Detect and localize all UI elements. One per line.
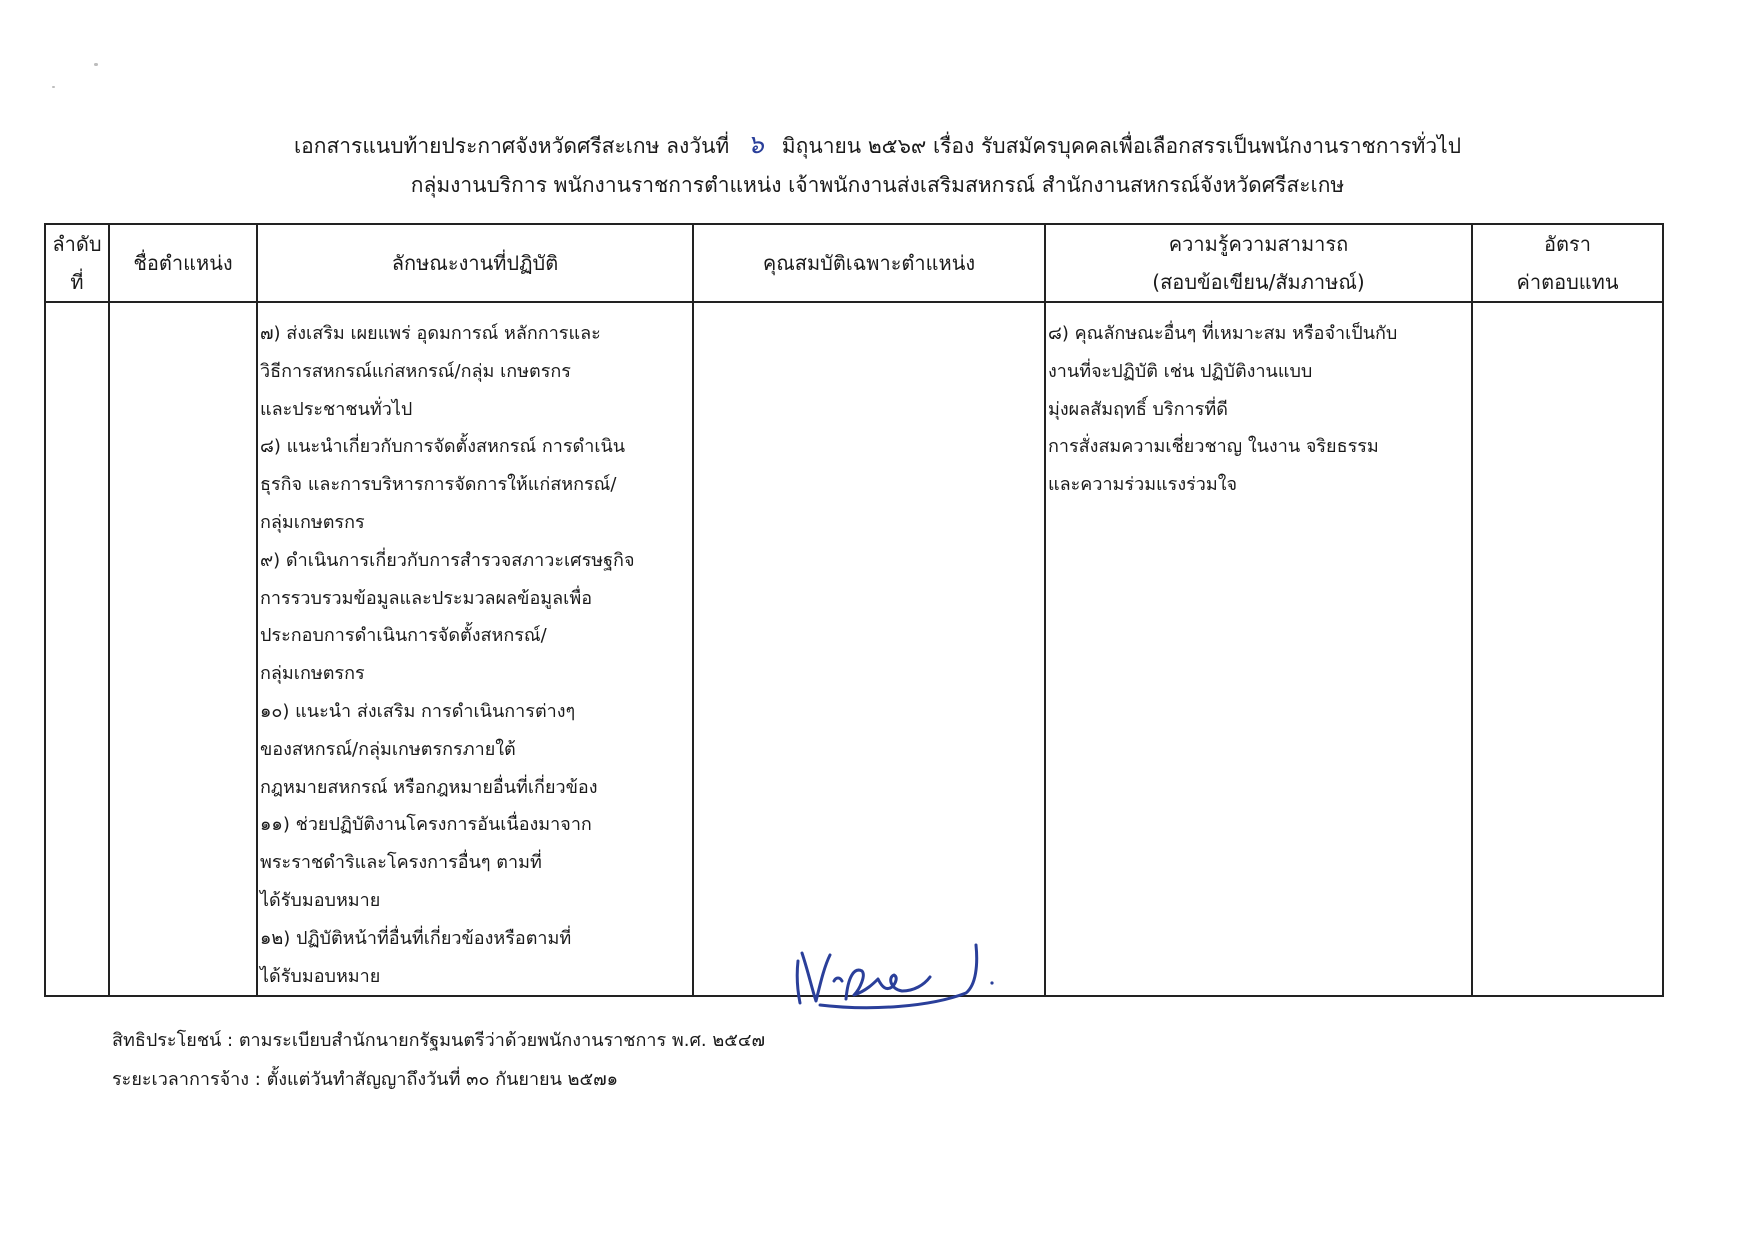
title-text-after-date: มิถุนายน ๒๕๖๙ เรื่อง รับสมัครบุคคลเพื่อเลือกสรรเป็นพนักงานราชการทั่วไป [781,134,1462,158]
position-details-table [44,223,1664,997]
duty-line: ของสหกรณ์/กลุ่มเกษตรกรภายใต้ [260,738,516,760]
table-header-row [45,224,1663,302]
document-title-line-1 [0,130,1755,161]
document-title-line-2: กลุ่มงานบริการ พนักงานราชการตำแหน่ง เจ้าพนักงานส่งเสริมสหกรณ์ สำนักงานสหกรณ์จังหวัดศรีสะเกษ [410,173,1345,197]
scan-speck [52,86,55,88]
header-position-name: ชื่อตำแหน่ง [109,224,257,302]
employment-period-note: ระยะเวลาการจ้าง : ตั้งแต่วันทำสัญญาถึงวันที่ ๓๐ กันยายน ๒๕๗๑ [112,1069,619,1090]
scan-speck [94,63,98,66]
handwritten-date: ๖ [747,130,764,160]
cell-compensation-rate [1472,302,1663,996]
cell-qualifications [693,302,1045,996]
header-order-line: ลำดับ [52,232,102,256]
duty-line: การรวบรวมข้อมูลและประมวลผลข้อมูลเพื่อ [260,587,593,609]
knowledge-line: งานที่จะปฏิบัติ เช่น ปฏิบัติงานแบบ [1048,360,1313,382]
knowledge-line: และความร่วมแรงร่วมใจ [1048,474,1238,496]
cell-order-number [45,302,109,996]
duty-line: กฎหมายสหกรณ์ หรือกฎหมายอื่นที่เกี่ยวข้อง [260,776,598,798]
duty-line: ธุรกิจ และการบริหารการจัดการให้แก่สหกรณ์/ [260,474,617,496]
header-qualifications: คุณสมบัติเฉพาะตำแหน่ง [693,224,1045,302]
duty-line: ๗) ส่งเสริม เผยแพร่ อุดมการณ์ หลักการและ [260,323,601,344]
header-order-number [45,224,109,302]
cell-job-duties [257,302,693,996]
header-compensation-rate [1472,224,1663,302]
duty-line: ๑๑) ช่วยปฏิบัติงานโครงการอันเนื่องมาจาก [260,814,592,836]
knowledge-line: การสั่งสมความเชี่ยวชาญ ในงาน จริยธรรม [1048,436,1379,458]
header-knowledge-abilities [1045,224,1472,302]
duty-line: และประชาชนทั่วไป [260,398,413,420]
duty-line: กลุ่มเกษตรกร [260,511,365,533]
duty-line: กลุ่มเกษตรกร [260,663,365,685]
cell-knowledge-abilities [1045,302,1472,996]
title-text-before-date: เอกสารแนบท้ายประกาศจังหวัดศรีสะเกษ ลงวันที่ [293,134,730,158]
cell-position-name [109,302,257,996]
duty-line: วิธีการสหกรณ์แก่สหกรณ์/กลุ่ม เกษตรกร [260,360,571,382]
header-knowledge-line: (สอบข้อเขียน/สัมภาษณ์) [1152,270,1365,294]
duty-line: ได้รับมอบหมาย [260,889,381,911]
table-row [45,302,1663,996]
duty-line: ๑๒) ปฏิบัติหน้าที่อื่นที่เกี่ยวข้องหรือตามที่ [260,927,572,949]
header-knowledge-line: ความรู้ความสามารถ [1168,232,1349,256]
knowledge-line: ๘) คุณลักษณะอื่นๆ ที่เหมาะสม หรือจำเป็นกับ [1048,323,1398,344]
benefits-note: สิทธิประโยชน์ : ตามระเบียบสำนักนายกรัฐมนตรีว่าด้วยพนักงานราชการ พ.ศ. ๒๕๔๗ [112,1030,765,1051]
header-order-line: ที่ [70,270,84,294]
header-job-duties: ลักษณะงานที่ปฏิบัติ [257,224,693,302]
duty-line: ได้รับมอบหมาย [260,965,381,987]
knowledge-line: มุ่งผลสัมฤทธิ์ บริการที่ดี [1048,398,1228,420]
duty-line: ๘) แนะนำเกี่ยวกับการจัดตั้งสหกรณ์ การดำเนิน [260,436,626,458]
handwritten-signature [790,925,1010,1011]
header-rate-line: ค่าตอบแทน [1516,270,1619,294]
duty-line: ประกอบการดำเนินการจัดตั้งสหกรณ์/ [260,625,547,647]
duty-line: ๑๐) แนะนำ ส่งเสริม การดำเนินการต่างๆ [260,700,576,722]
header-rate-line: อัตรา [1544,232,1591,256]
duty-line: พระราชดำริและโครงการอื่นๆ ตามที่ [260,852,542,874]
duty-line: ๙) ดำเนินการเกี่ยวกับการสำรวจสภาวะเศรษฐกิจ [260,549,635,571]
